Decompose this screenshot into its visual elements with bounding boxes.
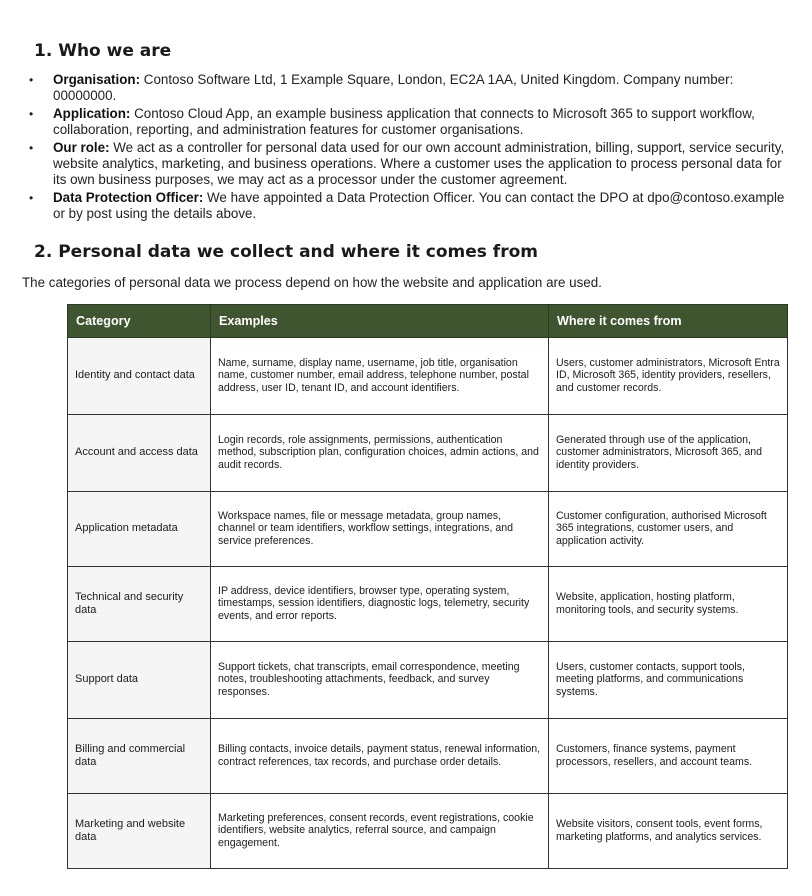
item-text: Contoso Software Ltd, 1 Example Square, London, EC2A 1AA, United Kingdom. Company number: 00000000. bbox=[53, 72, 734, 104]
source-cell: Generated through use of the application, customer administrators, Microsoft 365, and identity providers. bbox=[549, 414, 788, 491]
category-cell: Identity and contact data bbox=[68, 337, 211, 414]
item-label: Our role: bbox=[53, 139, 110, 155]
table-row bbox=[68, 337, 788, 414]
examples-cell: Name, surname, display name, username, job title, organisation name, customer number, email address, telephone number, postal address, user ID, tenant ID, and account identifiers. bbox=[211, 337, 549, 414]
examples-cell: IP address, device identifiers, browser type, operating system, timestamps, session identifiers, diagnostic logs, telemetry, security events, and error reports. bbox=[211, 566, 549, 641]
examples-cell: Support tickets, chat transcripts, email correspondence, meeting notes, troubleshooting attachments, feedback, and survey responses. bbox=[211, 641, 549, 718]
item-label: Data Protection Officer: bbox=[53, 189, 204, 205]
item-text: We have appointed a Data Protection Officer. You can contact the DPO at dpo@contoso.example or by post using the details above. bbox=[53, 189, 785, 222]
column-header-category: Category bbox=[68, 304, 211, 337]
bullet-icon: • bbox=[29, 106, 34, 121]
section-heading-who-we-are: 1. Who we are bbox=[34, 41, 172, 61]
source-cell: Customers, finance systems, payment processors, resellers, and account teams. bbox=[549, 718, 788, 793]
column-header-source: Where it comes from bbox=[549, 304, 788, 337]
examples-cell: Billing contacts, invoice details, payment status, renewal information, contract references, tax records, and purchase order details. bbox=[211, 718, 549, 793]
bullet-icon: • bbox=[29, 140, 34, 155]
bullet-icon: • bbox=[29, 73, 34, 87]
table-row bbox=[68, 414, 788, 491]
category-cell: Support data bbox=[68, 641, 211, 718]
category-cell: Billing and commercial data bbox=[68, 718, 211, 793]
item-label: Application: bbox=[53, 105, 131, 121]
examples-cell: Login records, role assignments, permissions, authentication method, subscription plan, configuration choices, admin actions, and audit records. bbox=[211, 414, 549, 491]
category-cell: Application metadata bbox=[68, 491, 211, 566]
source-cell: Website, application, hosting platform, monitoring tools, and security systems. bbox=[549, 566, 788, 641]
source-cell: Users, customer administrators, Microsoft Entra ID, Microsoft 365, identity providers, resellers, and customer records. bbox=[549, 337, 788, 414]
source-cell: Website visitors, consent tools, event forms, marketing platforms, and analytics services. bbox=[549, 793, 788, 868]
table-row bbox=[68, 491, 788, 566]
examples-cell: Workspace names, file or message metadata, group names, channel or team identifiers, workflow settings, integrations, and service preferences. bbox=[211, 491, 549, 566]
category-cell: Technical and security data bbox=[68, 566, 211, 641]
personal-data-table bbox=[67, 304, 788, 869]
bullet-icon: • bbox=[29, 190, 34, 205]
item-text: Contoso Cloud App, an example business application that connects to Microsoft 365 to support workflow, collaboration, reporting, and administration features for customer organisations. bbox=[53, 105, 755, 138]
source-cell: Customer configuration, authorised Microsoft 365 integrations, customer users, and application activity. bbox=[549, 491, 788, 566]
list-item bbox=[22, 140, 796, 189]
list-item bbox=[22, 106, 796, 139]
category-cell: Account and access data bbox=[68, 414, 211, 491]
source-cell: Users, customer contacts, support tools, meeting platforms, and communications systems. bbox=[549, 641, 788, 718]
list-item bbox=[22, 190, 796, 223]
item-text: We act as a controller for personal data used for our own account administration, billing, support, service security, website analytics, marketing, and business operations. Where a customer uses the application to process personal data for its own business purposes, we may act as a processor under the customer agreement. bbox=[53, 139, 785, 188]
category-cell: Marketing and website data bbox=[68, 793, 211, 868]
examples-cell: Marketing preferences, consent records, event registrations, cookie identifiers, website analytics, referral source, and campaign engagement. bbox=[211, 793, 549, 868]
table-row bbox=[68, 793, 788, 868]
table-row bbox=[68, 566, 788, 641]
who-we-are-list bbox=[22, 72, 796, 223]
column-header-examples: Examples bbox=[211, 304, 549, 337]
table-header-row bbox=[68, 304, 788, 337]
section-heading-personal-data: 2. Personal data we collect and where it comes from bbox=[34, 241, 538, 262]
table-row bbox=[68, 718, 788, 793]
item-label: Organisation: bbox=[53, 72, 141, 87]
table-row bbox=[68, 641, 788, 718]
section-intro: The categories of personal data we process depend on how the website and application are used. bbox=[22, 274, 602, 290]
list-item bbox=[22, 72, 796, 105]
